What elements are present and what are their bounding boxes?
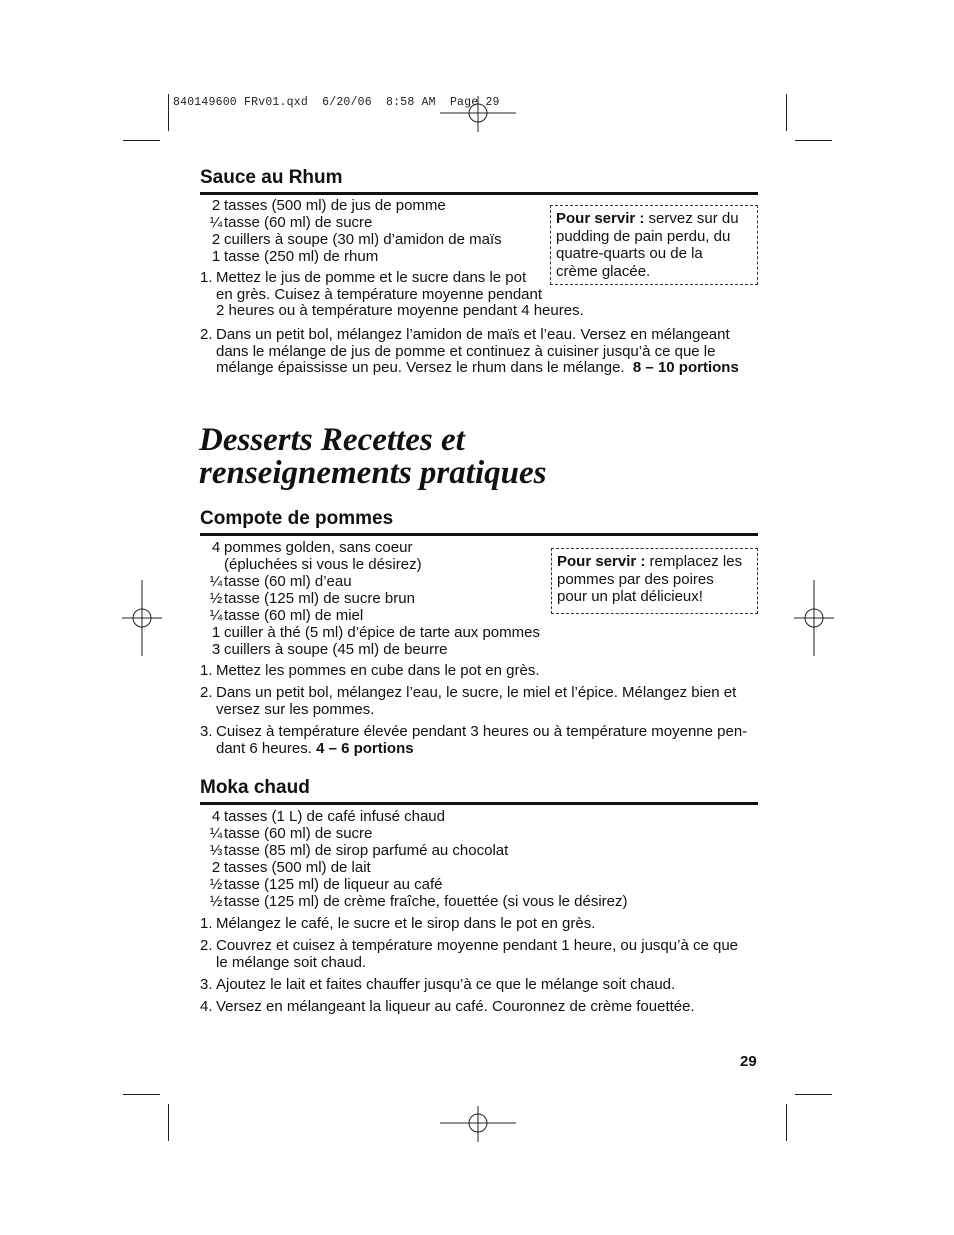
yield-label: 4 – 6 portions [316, 739, 414, 757]
ingredients-moka [200, 808, 628, 910]
registration-mark-left [122, 580, 162, 656]
ingredient-text: cuillers à soupe (45 ml) de beurre [224, 641, 448, 658]
ingredient-row [200, 842, 628, 859]
step-number: 3. [200, 976, 213, 993]
chapter-title [199, 424, 546, 490]
serving-tip-compote [551, 548, 758, 614]
ingredient-qty: 4 [211, 539, 221, 556]
crop-mark [786, 94, 787, 131]
step-text: dans le mélange de jus de pomme et continuez à cuisiner jusqu’à ce que le [216, 342, 716, 360]
registration-mark-top [440, 96, 516, 132]
tip-text: pour un plat délicieux! [557, 588, 703, 605]
ingredient-text: tasse (85 ml) de sirop parfumé au chocolat [224, 842, 509, 859]
step-text: Mettez le jus de pomme et le sucre dans le pot [216, 269, 527, 286]
yield-label: 8 – 10 portions [632, 359, 739, 376]
tip-text: servez sur du [644, 210, 739, 227]
crop-mark [786, 1104, 787, 1141]
ingredient-row [200, 556, 540, 573]
step-text: Dans un petit bol, mélangez l’amidon de maïs et l’eau. Versez en mélangeant [216, 326, 730, 343]
ingredient-qty: ½ [209, 590, 223, 607]
crop-mark [795, 1094, 832, 1095]
ingredient-row [200, 624, 540, 641]
ingredient-row [200, 893, 628, 910]
ingredient-text: (épluchées si vous le désirez) [224, 556, 422, 573]
step-text: Dans un petit bol, mélangez l’eau, le sucre, le miel et l’épice. Mélangez bien et [216, 684, 737, 701]
step-moka-3 [200, 977, 760, 994]
ingredient-text: cuillers à soupe (30 ml) d’amidon de maïs [224, 231, 502, 248]
ingredient-qty: ¼ [209, 825, 223, 842]
tip-label: Pour servir : [556, 210, 645, 227]
step-text: Ajoutez le lait et faites chauffer jusqu’à ce que le mélange soit chaud. [216, 976, 676, 993]
step-text: Cuisez à température élevée pendant 3 heures ou à température moyenne pen- [216, 723, 748, 740]
ingredient-qty: 2 [211, 231, 221, 248]
ingredient-row [200, 197, 502, 214]
step-sauce-2 [200, 327, 760, 377]
step-text: Couvrez et cuisez à température moyenne pendant 1 heure, ou jusqu’à ce que [216, 937, 738, 954]
ingredient-text: tasse (60 ml) de sucre [224, 825, 373, 842]
step-text: Mettez les pommes en cube dans le pot en grès. [216, 662, 540, 679]
step-number: 2. [200, 326, 213, 343]
ingredient-text: pommes golden, sans coeur [224, 539, 413, 556]
ingredients-compote [200, 539, 540, 658]
step-compote-3 [200, 724, 760, 757]
ingredient-qty: 3 [211, 641, 221, 658]
ingredient-row [200, 573, 540, 590]
ingredient-row [200, 248, 502, 265]
step-text: en grès. Cuisez à température moyenne pendant [216, 285, 543, 303]
step-compote-2 [200, 685, 760, 718]
step-text: le mélange soit chaud. [216, 953, 367, 971]
ingredient-row [200, 607, 540, 624]
step-text: Mélangez le café, le sucre et le sirop dans le pot en grès. [216, 915, 596, 932]
ingredient-row [200, 214, 502, 231]
section-rule [200, 533, 758, 536]
ingredient-text: tasse (60 ml) de sucre [224, 214, 373, 231]
ingredient-qty: ¼ [209, 214, 223, 231]
ingredient-qty: ⅓ [209, 842, 223, 859]
ingredient-qty: ¼ [209, 607, 223, 624]
step-text: 2 heures ou à température moyenne pendant 4 heures. [216, 302, 584, 319]
ingredient-qty: ½ [209, 876, 223, 893]
ingredient-text: tasses (500 ml) de lait [224, 859, 371, 876]
ingredient-qty: 2 [211, 197, 221, 214]
crop-mark [168, 94, 169, 131]
ingredient-text: tasse (60 ml) d’eau [224, 573, 352, 590]
registration-mark-bottom [440, 1106, 516, 1142]
step-number: 4. [200, 998, 213, 1015]
ingredient-text: tasse (250 ml) de rhum [224, 248, 379, 265]
recipe-title-compote: Compote de pommes [200, 508, 394, 529]
step-sauce-1 [200, 270, 760, 320]
ingredient-row [200, 808, 628, 825]
registration-mark-right [794, 580, 834, 656]
ingredient-text: tasse (125 ml) de liqueur au café [224, 876, 443, 893]
tip-text: pudding de pain perdu, du [556, 227, 731, 245]
step-number: 1. [200, 662, 213, 679]
ingredient-row [200, 825, 628, 842]
crop-mark [123, 140, 160, 141]
step-text: mélange épaississe un peu. Versez le rhum dans le mélange. [216, 359, 625, 376]
ingredient-qty: ½ [209, 893, 223, 910]
ingredient-row [200, 876, 628, 893]
ingredient-qty: 1 [211, 248, 221, 265]
ingredient-text: tasse (125 ml) de sucre brun [224, 590, 415, 607]
tip-text: pommes par des poires [557, 570, 714, 588]
page-number: 29 [740, 1053, 757, 1070]
chapter-title-line: Desserts Recettes et [199, 422, 465, 458]
print-slug: 840149600 FRv01.qxd 6/20/06 8:58 AM Page 29 [173, 96, 500, 109]
chapter-title-line: renseignements pratiques [199, 455, 547, 491]
ingredient-row [200, 859, 628, 876]
step-moka-2 [200, 938, 760, 971]
step-text: versez sur les pommes. [216, 700, 375, 718]
ingredient-row [200, 231, 502, 248]
step-moka-1 [200, 916, 760, 933]
ingredients-sauce [200, 197, 502, 265]
ingredient-qty: ¼ [209, 573, 223, 590]
ingredient-row [200, 590, 540, 607]
step-number: 3. [200, 723, 213, 740]
crop-mark [123, 1094, 160, 1095]
section-rule [200, 192, 758, 195]
ingredient-qty: 2 [211, 859, 221, 876]
ingredient-text: cuiller à thé (5 ml) d’épice de tarte aux pommes [224, 624, 540, 641]
step-text: dant 6 heures. [216, 739, 312, 757]
step-compote-1 [200, 663, 760, 680]
ingredient-row [200, 641, 540, 658]
step-moka-4 [200, 999, 760, 1016]
step-number: 1. [200, 269, 213, 286]
step-number: 2. [200, 684, 213, 701]
ingredient-text: tasse (125 ml) de crème fraîche, fouettée (si vous le désirez) [224, 893, 628, 910]
ingredient-text: tasses (1 L) de café infusé chaud [224, 808, 445, 825]
crop-mark [795, 140, 832, 141]
section-rule [200, 802, 758, 805]
ingredient-text: tasse (60 ml) de miel [224, 607, 364, 624]
tip-text: crème glacée. [556, 262, 651, 280]
ingredient-qty: 1 [211, 624, 221, 641]
step-number: 2. [200, 937, 213, 954]
crop-mark [168, 1104, 169, 1141]
tip-text: remplacez les [645, 553, 743, 570]
step-text: Versez en mélangeant la liqueur au café. Couronnez de crème fouettée. [216, 998, 695, 1015]
step-number: 1. [200, 915, 213, 932]
recipe-title-moka: Moka chaud [200, 777, 310, 798]
tip-label: Pour servir : [557, 553, 646, 570]
ingredient-qty: 4 [211, 808, 221, 825]
recipe-title-sauce: Sauce au Rhum [200, 167, 343, 188]
ingredient-text: tasses (500 ml) de jus de pomme [224, 197, 446, 214]
ingredient-row [200, 539, 540, 556]
tip-text: quatre-quarts ou de la [556, 245, 703, 262]
